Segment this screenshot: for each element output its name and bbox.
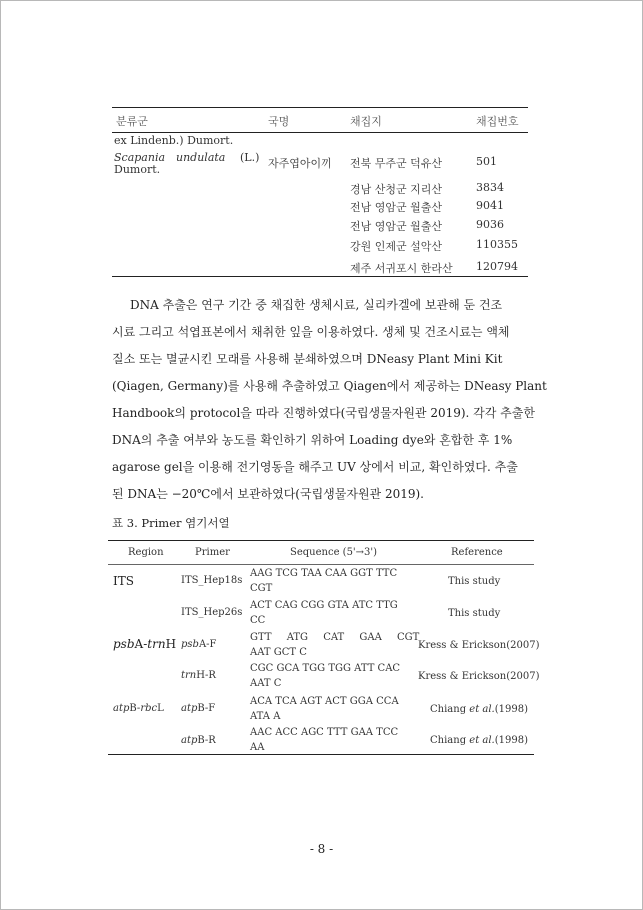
continued-taxon-text: ex Lindenb.) Dumort. [114, 134, 234, 147]
collection-number: 120794 [476, 260, 518, 273]
sequence-line-1: ACA TCA AGT ACT GGA CCA [250, 696, 399, 707]
primer-table-bottom-rule [108, 754, 534, 755]
taxon-author-2: Dumort. [114, 163, 161, 176]
primer-name: atpB-F [181, 703, 216, 714]
header-sequence: Sequence (5'→3') [290, 547, 378, 558]
header-reference: Reference [451, 547, 503, 558]
primer-name: trnH-R [181, 670, 216, 681]
paragraph-line: DNA의 추출 여부와 농도를 확인하기 위하여 Loading dye와 혼합한 후 1% [112, 433, 513, 447]
paragraph-line: 된 DNA는 −20℃에서 보관하였다(국립생물자원관 2019). [112, 487, 424, 501]
sequence-line-2: AAT GCT C [250, 647, 307, 658]
sequence-line-2: AAT C [250, 678, 282, 689]
reference: Kress & Erickson(2007) [418, 671, 540, 682]
reference: This study [448, 576, 501, 587]
reference: Chiang et al.(1998) [430, 704, 529, 715]
reference: Chiang et al.(1998) [430, 735, 529, 746]
header-taxon: 분류군 [116, 115, 148, 128]
collection-number: 9041 [476, 199, 504, 212]
page-number: - 8 - [309, 842, 334, 856]
paragraph-line: agarose gel을 이용해 전기영동을 해주고 UV 상에서 비교, 확인하였다. 추출 [112, 460, 518, 474]
reference: This study [448, 608, 501, 619]
primer-name: ITS_Hep26s [181, 607, 243, 618]
table-caption: 표 3. Primer 염기서열 [112, 516, 230, 530]
paragraph-line: 시료 그리고 석엽표본에서 채취한 잎을 이용하였다. 생체 및 건조시료는 액체 [112, 325, 510, 339]
table-bottom-rule [112, 276, 528, 277]
primer-name: atpB-R [181, 735, 216, 746]
header-region: Region [128, 547, 164, 558]
locality: 강원 인제군 설악산 [350, 240, 443, 253]
table-top-rule [112, 107, 528, 108]
collection-number: 501 [476, 155, 497, 168]
collection-number: 110355 [476, 238, 518, 251]
sequence-line-1: AAC ACC AGC TTT GAA TCC [250, 727, 399, 738]
locality: 전남 영암군 월출산 [350, 201, 443, 214]
locality: 제주 서귀포시 한라산 [350, 262, 453, 275]
taxon-author: (L.) [240, 151, 260, 164]
sequence-line-1: GTT ATG CAT GAA CGT [250, 632, 420, 643]
locality: 경남 산청군 지리산 [350, 183, 443, 196]
taxon-genus: Scapania [114, 151, 166, 164]
paragraph-line: 질소 또는 멸균시킨 모래를 사용해 분쇄하였으며 DNeasy Plant Mini Kit [112, 352, 503, 366]
sequence-line-1: CGC GCA TGG TGG ATT CAC [250, 663, 401, 674]
primer-table-top-rule [108, 540, 534, 541]
sequence-line-2: CC [250, 615, 266, 626]
collection-number: 9036 [476, 218, 504, 231]
header-collection-number: 채집번호 [476, 115, 519, 128]
table-header-rule [112, 132, 528, 133]
locality: 전남 영암군 월출산 [350, 220, 443, 233]
header-primer: Primer [195, 547, 230, 558]
sequence-line-2: CGT [250, 583, 273, 594]
primer-name: ITS_Hep18s [181, 575, 243, 586]
header-korean-name: 국명 [268, 115, 290, 128]
locality: 전북 무주군 덕유산 [350, 157, 443, 170]
primer-name: psbA-F [181, 639, 217, 650]
region-psba-trnh: psbA-trnH [113, 637, 177, 651]
region-atpb-rbcl: atpB-rbcL [113, 703, 164, 714]
paragraph-line: DNA 추출은 연구 기간 중 채집한 생체시료, 실리카겔에 보관해 둔 건조 [130, 298, 503, 312]
korean-name: 자주엽아이끼 [268, 157, 332, 170]
sequence-line-2: ATA A [250, 711, 281, 722]
paragraph-line: (Qiagen, Germany)를 사용해 추출하였고 Qiagen에서 제공하는 DNeasy Plant [112, 379, 547, 393]
sequence-line-1: ACT CAG CGG GTA ATC TTG [250, 600, 398, 611]
collection-number: 3834 [476, 181, 504, 194]
sequence-line-1: AAG TCG TAA CAA GGT TTC [250, 568, 398, 579]
taxon-species: undulata [176, 151, 226, 164]
sequence-line-2: AA [250, 742, 265, 753]
region-its: ITS [113, 574, 134, 588]
header-locality: 채집지 [350, 115, 382, 128]
primer-table-header-rule [108, 564, 534, 565]
paragraph-line: Handbook의 protocol을 따라 진행하였다(국립생물자원관 2019). 각각 추출한 [112, 406, 535, 420]
reference: Kress & Erickson(2007) [418, 640, 540, 651]
